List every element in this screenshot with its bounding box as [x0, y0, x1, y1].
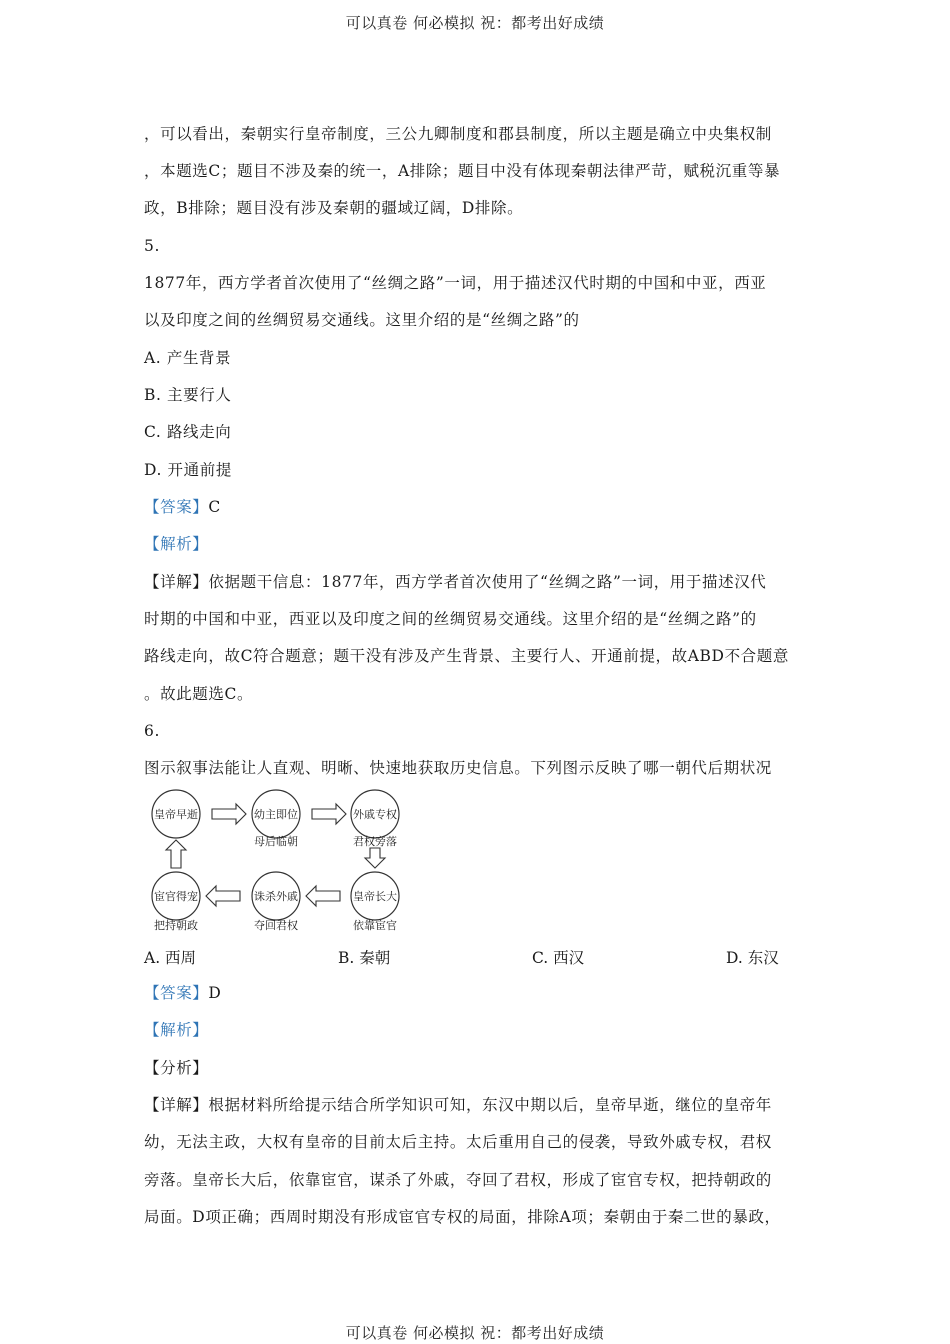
node-2: 幼主即位: [254, 808, 298, 821]
node-5: 诛杀外戚: [254, 890, 298, 903]
prev-explanation-line-1: ，可以看出，秦朝实行皇帝制度，三公九卿制度和郡县制度，所以主题是确立中央集权制: [144, 125, 772, 143]
q6-detail-line-1: [144, 1095, 772, 1115]
node-2-caption: 母后临朝: [254, 835, 298, 848]
q5-stem-line-1: 1877年，西方学者首次使用了“丝绸之路”一词，用于描述汉代时期的中国和中亚，西亚: [144, 274, 767, 292]
arrow-down: [365, 848, 385, 868]
node-3-caption: 君权旁落: [353, 835, 397, 848]
node-4-caption: 依靠宦官: [353, 919, 397, 932]
q6-analysis-tag: 【解析】: [144, 1021, 209, 1039]
node-5-caption: 夺回君权: [254, 919, 298, 932]
history-cycle-diagram: [144, 788, 414, 938]
q6-detail-line-2: 幼，无法主政，大权有皇帝的目前太后主持。太后重用自己的侵袭，导致外戚专权，君权: [144, 1133, 772, 1151]
detail-tag: 【详解】: [144, 1096, 209, 1114]
arrow-right-2: [312, 804, 346, 824]
q6-option-c: C. 西汉: [532, 949, 585, 967]
q6-option-d: D. 东汉: [726, 949, 779, 967]
q5-detail-line-1: [144, 572, 766, 592]
prev-explanation-line-3: 政，B排除；题目没有涉及秦朝的疆域辽阔，D排除。: [144, 199, 524, 217]
q5-option-c: C. 路线走向: [144, 423, 232, 441]
page-footer: 可以真卷 何必模拟 祝：都考出好成绩: [345, 1324, 605, 1342]
arrow-right-1: [212, 804, 246, 824]
q6-fenxi-tag: 【分析】: [144, 1059, 209, 1077]
node-3: 外戚专权: [353, 808, 397, 821]
q5-detail-line-3: 路线走向，故C符合题意；题干没有涉及产生背景、主要行人、开通前提，故ABD不合题意: [144, 647, 789, 665]
node-6-caption: 把持朝政: [154, 919, 198, 932]
q5-option-b: B. 主要行人: [144, 386, 232, 404]
arrow-left-1: [306, 886, 340, 906]
q6-detail-line-4: 局面。D项正确；西周时期没有形成宦官专权的局面，排除A项；秦朝由于秦二世的暴政，: [144, 1208, 781, 1226]
q6-stem: 图示叙事法能让人直观、明晰、快速地获取历史信息。下列图示反映了哪一朝代后期状况: [144, 759, 772, 777]
page-header: 可以真卷 何必模拟 祝：都考出好成绩: [345, 14, 605, 32]
q5-option-d: D. 开通前提: [144, 461, 232, 479]
answer-value: C: [208, 498, 221, 516]
q6-answer: [144, 983, 221, 1003]
q5-stem-line-2: 以及印度之间的丝绸贸易交通线。这里介绍的是“丝绸之路”的: [144, 311, 580, 329]
q5-answer: [144, 497, 221, 517]
q5-detail-line-2: 时期的中国和中亚，西亚以及印度之间的丝绸贸易交通线。这里介绍的是“丝绸之路”的: [144, 610, 757, 628]
arrow-left-2: [206, 886, 240, 906]
node-6: 宦官得宠: [154, 890, 198, 903]
node-1: 皇帝早逝: [154, 808, 198, 821]
q5-number: 5.: [144, 237, 160, 255]
detail-text: 根据材料所给提示结合所学知识可知，东汉中期以后，皇帝早逝，继位的皇帝年: [208, 1096, 772, 1114]
prev-explanation-line-2: ，本题选C；题目不涉及秦的统一，A排除；题目中没有体现秦朝法律严苛，赋税沉重等暴: [144, 162, 781, 180]
detail-text: 依据题干信息：1877年，西方学者首次使用了“丝绸之路”一词，用于描述汉代: [208, 573, 767, 591]
q6-option-b: B. 秦朝: [338, 949, 391, 967]
answer-tag: 【答案】: [144, 984, 209, 1002]
q5-detail-line-4: 。故此题选C。: [144, 685, 254, 703]
arrow-up: [166, 840, 186, 868]
node-4: 皇帝长大: [353, 890, 397, 903]
q6-option-a: A. 西周: [144, 949, 197, 967]
q5-option-a: A. 产生背景: [144, 349, 232, 367]
answer-value: D: [208, 984, 222, 1002]
q6-number: 6.: [144, 722, 160, 740]
answer-tag: 【答案】: [144, 498, 209, 516]
q6-detail-line-3: 旁落。皇帝长大后，依靠宦官，谋杀了外戚，夺回了君权，形成了宦官专权，把持朝政的: [144, 1171, 772, 1189]
q5-analysis-tag: 【解析】: [144, 535, 209, 553]
detail-tag: 【详解】: [144, 573, 209, 591]
